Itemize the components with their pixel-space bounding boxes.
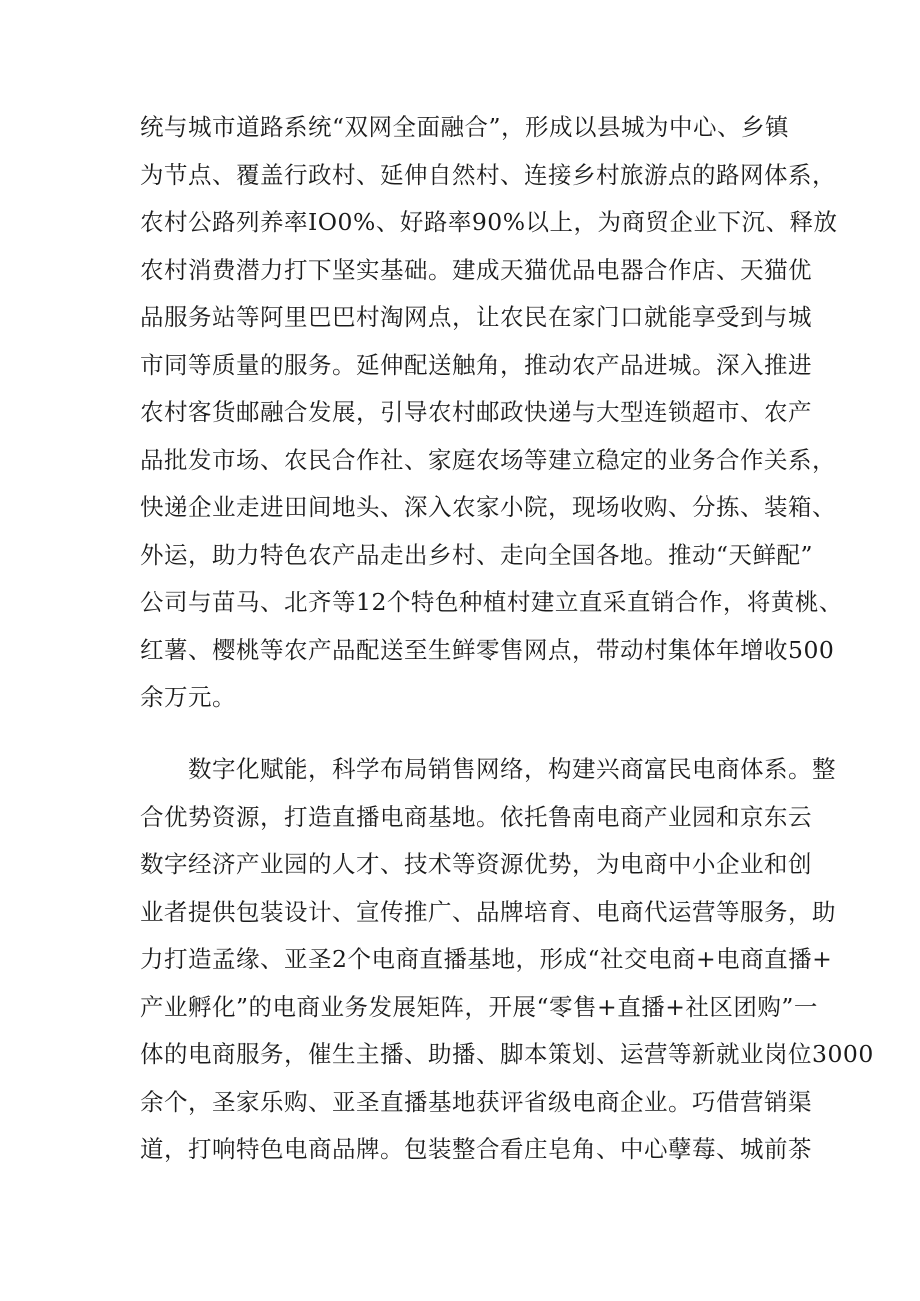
paragraph-2	[140, 746, 874, 1174]
paragraph-line: 数字化赋能，科学布局销售网络，构建兴商富民电商体系。整	[140, 755, 836, 783]
paragraph-line: 外运，助力特色农产品走出乡村、走向全国各地。推动“天鲜配”	[140, 540, 814, 569]
paragraph-line: 统与城市道路系统“双网全面融合”，形成以县城为中心、乡镇	[140, 113, 790, 141]
paragraph-line: 余万元。	[140, 683, 236, 711]
paragraph-line: 品批发市场、农民合作社、家庭农场等建立稳定的业务合作关系，	[140, 445, 836, 474]
paragraph-line: 红薯、樱桃等农产品配送至生鲜零售网点，带动村集体年增收500	[140, 635, 835, 664]
paragraph-line: 为节点、覆盖行政村、延伸自然村、连接乡村旅游点的路网体系，	[140, 160, 836, 189]
paragraph-line: 道，打响特色电商品牌。包装整合看庄皂角、中心孽莓、城前茶	[140, 1135, 812, 1163]
paragraph-1	[140, 104, 843, 722]
paragraph-line: 农村客货邮融合发展，引导农村邮政快递与大型连锁超市、农产	[140, 398, 812, 426]
paragraph-line: 力打造孟缘、亚圣2个电商直播基地，形成“社交电商+电商直播+	[140, 945, 833, 973]
paragraph-line: 业者提供包装设计、宣传推广、品牌培育、电商代运营等服务，助	[140, 897, 836, 926]
paragraph-line: 产业孵化”的电商业务发展矩阵，开展“零售+直播+社区团购”一	[140, 992, 818, 1021]
paragraph-line: 快递企业走进田间地头、深入农家小院，现场收购、分拣、装箱、	[140, 493, 836, 521]
paragraph-line: 合优势资源，打造直播电商基地。依托鲁南电商产业园和京东云	[140, 802, 812, 831]
paragraph-line: 公司与苗马、北齐等12个特色种植村建立直采直销合作，将黄桃、	[140, 588, 843, 616]
paragraph-line: 市同等质量的服务。延伸配送触角，推动农产品进城。深入推进	[140, 350, 812, 379]
paragraph-line: 数字经济产业园的人才、技术等资源优势，为电商中小企业和创	[140, 850, 812, 878]
paragraph-line: 农村公路列养率IO0%、好路率90%以上，为商贸企业下沉、释放	[140, 208, 838, 236]
paragraph-line: 品服务站等阿里巴巴村淘网点，让农民在家门口就能享受到与城	[140, 303, 812, 331]
paragraph-line: 余个，圣家乐购、亚圣直播基地获评省级电商企业。巧借营销渠	[140, 1087, 812, 1116]
paragraph-line: 农村消费潜力打下坚实基础。建成天猫优品电器合作店、天猫优	[140, 255, 812, 284]
paragraph-line: 体的电商服务，催生主播、助播、脚本策划、运营等新就业岗位3000	[140, 1040, 874, 1068]
